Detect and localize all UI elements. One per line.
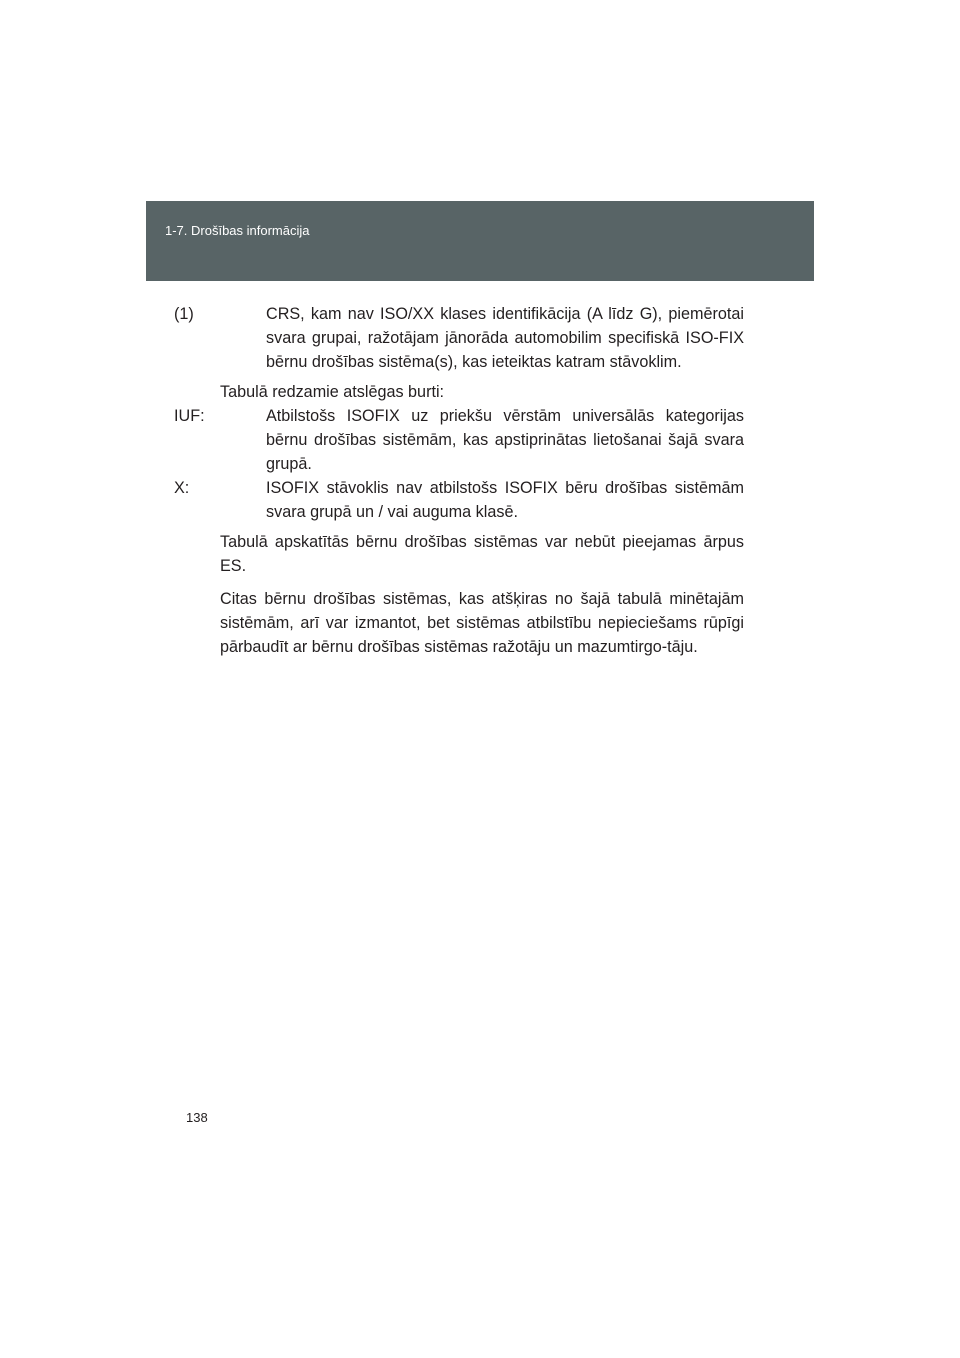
section-title: 1-7. Drošības informācija <box>165 223 310 238</box>
notes-body <box>174 302 744 659</box>
section-header-band <box>146 201 814 281</box>
note-1-text: CRS, kam nav ISO/XX klases identifikācija (A līdz G), piemērotai svara grupai, ražotājam jānorāda automobilim specifiskā ISO-FIX bērnu drošības sistēma(s), kas ieteiktas katram stāvoklim. <box>266 305 744 371</box>
availability-note: Tabulā apskatītās bērnu drošības sistēmas var nebūt pieejamas ārpus ES. <box>220 533 744 575</box>
legend-item-iuf-marker: IUF: <box>174 407 205 425</box>
note-1-marker: (1) <box>174 305 194 323</box>
legend-item-x <box>174 476 744 524</box>
legend-item-x-marker: X: <box>174 479 190 497</box>
legend-item-iuf <box>174 404 744 476</box>
page-number: 138 <box>186 1110 208 1125</box>
legend-item-iuf-text: Atbilstošs ISOFIX uz priekšu vērstām universālās kategorijas bērnu drošības sistēmām, kas apstiprinātas lietošanai šajā svara grupā. <box>266 407 744 473</box>
legend-item-x-text: ISOFIX stāvoklis nav atbilstošs ISOFIX bēru drošības sistēmām svara grupā un / vai auguma klasē. <box>266 479 744 521</box>
note-1 <box>174 302 744 374</box>
other-systems-note: Citas bērnu drošības sistēmas, kas atšķiras no šajā tabulā minētajām sistēmām, arī var izmantot, bet sistēmas atbilstību nepieciešams rūpīgi pārbaudīt ar bērnu drošības sistēmas ražotāju un mazumtirgo-tāju. <box>220 590 744 656</box>
legend-intro: Tabulā redzamie atslēgas burti: <box>220 383 445 401</box>
